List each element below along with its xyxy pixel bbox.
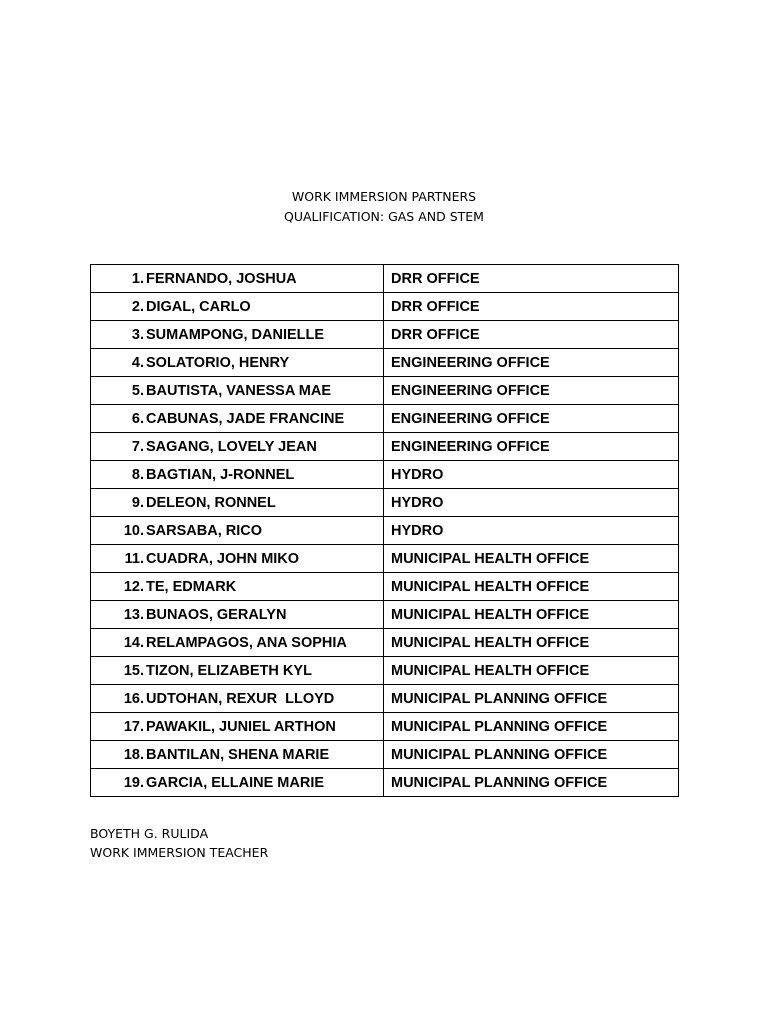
table-row [91,741,679,769]
student-name: GARCIA, ELLAINE MARIE [146,774,325,791]
student-name: PAWAKIL, JUNIEL ARTHON [146,718,336,735]
row-number: 11. [124,550,144,567]
office-cell: MUNICIPAL PLANNING OFFICE [384,741,679,769]
row-number: 1. [131,270,144,287]
office-cell: ENGINEERING OFFICE [384,405,679,433]
office-cell: DRR OFFICE [384,293,679,321]
student-cell [91,545,384,573]
table-row [91,629,679,657]
table-row [91,293,679,321]
student-cell [91,293,384,321]
student-name: BAUTISTA, VANESSA MAE [146,382,332,399]
student-cell [91,685,384,713]
student-name: BUNAOS, GERALYN [146,606,287,623]
table-row [91,461,679,489]
office-cell: HYDRO [384,461,679,489]
office-cell: DRR OFFICE [384,321,679,349]
student-name: TE, EDMARK [146,578,237,595]
office-cell: HYDRO [384,517,679,545]
office-cell: MUNICIPAL HEALTH OFFICE [384,601,679,629]
office-cell: ENGINEERING OFFICE [384,377,679,405]
student-cell [91,573,384,601]
student-name: SARSABA, RICO [146,522,263,539]
student-cell [91,517,384,545]
student-cell [91,349,384,377]
document-title: WORK IMMERSION PARTNERS [291,189,477,204]
student-cell [91,769,384,797]
row-number: 19. [123,774,144,791]
student-cell [91,433,384,461]
row-number: 17. [123,718,144,735]
table-row [91,545,679,573]
table-row [91,265,679,293]
student-cell [91,489,384,517]
student-name: SAGANG, LOVELY JEAN [146,438,317,455]
table-row [91,405,679,433]
student-name: FERNANDO, JOSHUA [146,270,297,287]
row-number: 2. [131,298,144,315]
office-cell: MUNICIPAL HEALTH OFFICE [384,573,679,601]
student-cell [91,405,384,433]
row-number: 15. [123,662,144,679]
table-row [91,769,679,797]
office-cell: MUNICIPAL HEALTH OFFICE [384,629,679,657]
student-name: BANTILAN, SHENA MARIE [146,746,330,763]
student-name: DIGAL, CARLO [146,298,251,315]
student-cell [91,321,384,349]
office-cell: DRR OFFICE [384,265,679,293]
table-row [91,433,679,461]
student-cell [91,657,384,685]
student-cell [91,741,384,769]
table-row [91,349,679,377]
row-number: 16. [123,690,144,707]
student-cell [91,265,384,293]
row-number: 4. [131,354,144,371]
office-cell: HYDRO [384,489,679,517]
table-row [91,601,679,629]
office-cell: ENGINEERING OFFICE [384,433,679,461]
office-cell: MUNICIPAL PLANNING OFFICE [384,685,679,713]
table-row [91,713,679,741]
student-cell [91,601,384,629]
row-number: 10. [123,522,144,539]
teacher-name: BOYETH G. RULIDA [90,826,209,841]
table-row [91,517,679,545]
student-name: UDTOHAN, REXUR LLOYD [146,690,335,707]
office-cell: MUNICIPAL HEALTH OFFICE [384,657,679,685]
student-name: SUMAMPONG, DANIELLE [146,326,325,343]
row-number: 14. [123,634,144,651]
row-number: 13. [123,606,144,623]
office-cell: MUNICIPAL PLANNING OFFICE [384,769,679,797]
student-cell [91,713,384,741]
teacher-role: WORK IMMERSION TEACHER [90,845,269,860]
table-row [91,321,679,349]
table-row [91,657,679,685]
row-number: 5. [131,382,144,399]
student-cell [91,461,384,489]
table-row [91,489,679,517]
table-row [91,573,679,601]
student-cell [91,629,384,657]
table-row [91,377,679,405]
row-number: 9. [131,494,144,511]
student-name: TIZON, ELIZABETH KYL [146,662,312,679]
row-number: 8. [131,466,144,483]
office-cell: ENGINEERING OFFICE [384,349,679,377]
student-name: SOLATORIO, HENRY [146,354,290,371]
row-number: 18. [123,746,144,763]
student-cell [91,377,384,405]
student-name: RELAMPAGOS, ANA SOPHIA [146,634,347,651]
qualification-line: QUALIFICATION: GAS AND STEM [284,209,484,224]
row-number: 12. [123,578,144,595]
student-name: CABUNAS, JADE FRANCINE [146,410,345,427]
office-cell: MUNICIPAL PLANNING OFFICE [384,713,679,741]
student-name: CUADRA, JOHN MIKO [146,550,300,567]
row-number: 6. [131,410,144,427]
table-row [91,685,679,713]
student-name: BAGTIAN, J-RONNEL [146,466,295,483]
student-name: DELEON, RONNEL [146,494,276,511]
office-cell: MUNICIPAL HEALTH OFFICE [384,545,679,573]
partners-table-body [91,265,679,797]
row-number: 7. [131,438,144,455]
row-number: 3. [131,326,144,343]
partners-table [90,264,679,797]
